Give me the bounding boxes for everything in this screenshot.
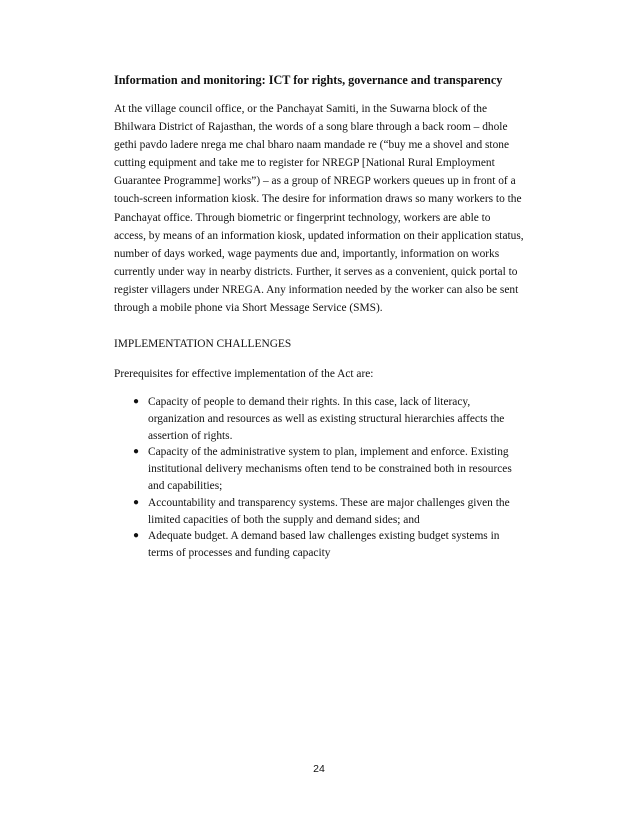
list-item-line: organization and resources as well as existing structural hierarchies affects the — [148, 412, 505, 425]
bullet-icon: ● — [133, 530, 140, 542]
list-item-line: Capacity of people to demand their rights. In this case, lack of literacy, — [148, 396, 471, 408]
list-item — [114, 444, 554, 494]
paragraph-line: gethi pavdo ladere nrega me chal bharo naam mandade re (“buy me a shovel and stone — [114, 139, 510, 152]
list-item-line: terms of processes and funding capacity — [148, 547, 331, 560]
paragraph-line: currently under way in nearby districts. Further, it serves as a convenient, quick portal to — [114, 265, 518, 278]
paragraph-line: register villagers under NREGA. Any information needed by the worker can also be sent — [114, 283, 519, 296]
list-item-line: institutional delivery mechanisms often tend to be constrained both in resources — [148, 463, 512, 476]
paragraph-line: access, by means of an information kiosk, updated information on their application status, — [114, 229, 524, 242]
list-item — [114, 528, 554, 562]
ict-paragraph — [114, 100, 534, 317]
bullet-icon: ● — [133, 446, 140, 458]
prerequisites-list — [114, 394, 554, 562]
list-item — [114, 495, 554, 529]
list-item-line: Accountability and transparency systems. These are major challenges given the — [148, 496, 510, 509]
prerequisites-intro: Prerequisites for effective implementation of the Act are: — [114, 368, 374, 380]
paragraph-line: touch-screen information kiosk. The desire for information draws so many workers to the — [114, 193, 522, 206]
page-number: 24 — [313, 763, 325, 775]
bullet-icon: ● — [133, 496, 140, 508]
section-heading: Information and monitoring: ICT for rights, governance and transparency — [114, 73, 503, 87]
paragraph-line: number of days worked, wage payments due and, importantly, information on works — [114, 247, 500, 260]
section-title: IMPLEMENTATION CHALLENGES — [114, 338, 292, 350]
paragraph-line: Bhilwara District of Rajasthan, the words of a song blare through a back room – dhole — [114, 121, 508, 134]
list-item-line: Capacity of the administrative system to plan, implement and enforce. Existing — [148, 446, 509, 459]
paragraph-line: At the village council office, or the Panchayat Samiti, in the Suwarna block of the — [114, 103, 488, 115]
list-item-line: limited capacities of both the supply and demand sides; and — [148, 513, 420, 526]
list-item-line: and capabilities; — [148, 479, 223, 492]
paragraph-line: through a mobile phone via Short Message Service (SMS). — [114, 302, 383, 315]
paragraph-line: Guarantee Programme] works”) – as a group of NREGP workers queues up in front of a — [114, 175, 516, 188]
paragraph-line: cutting equipment and take me to register for NREGP [National Rural Employment — [114, 157, 495, 170]
bullet-icon: ● — [133, 396, 140, 407]
list-item-line: Adequate budget. A demand based law challenges existing budget systems in — [148, 530, 500, 543]
list-item — [114, 394, 554, 444]
paragraph-line: Panchayat office. Through biometric or fingerprint technology, workers are able to — [114, 211, 491, 224]
list-item-line: assertion of rights. — [148, 429, 233, 442]
